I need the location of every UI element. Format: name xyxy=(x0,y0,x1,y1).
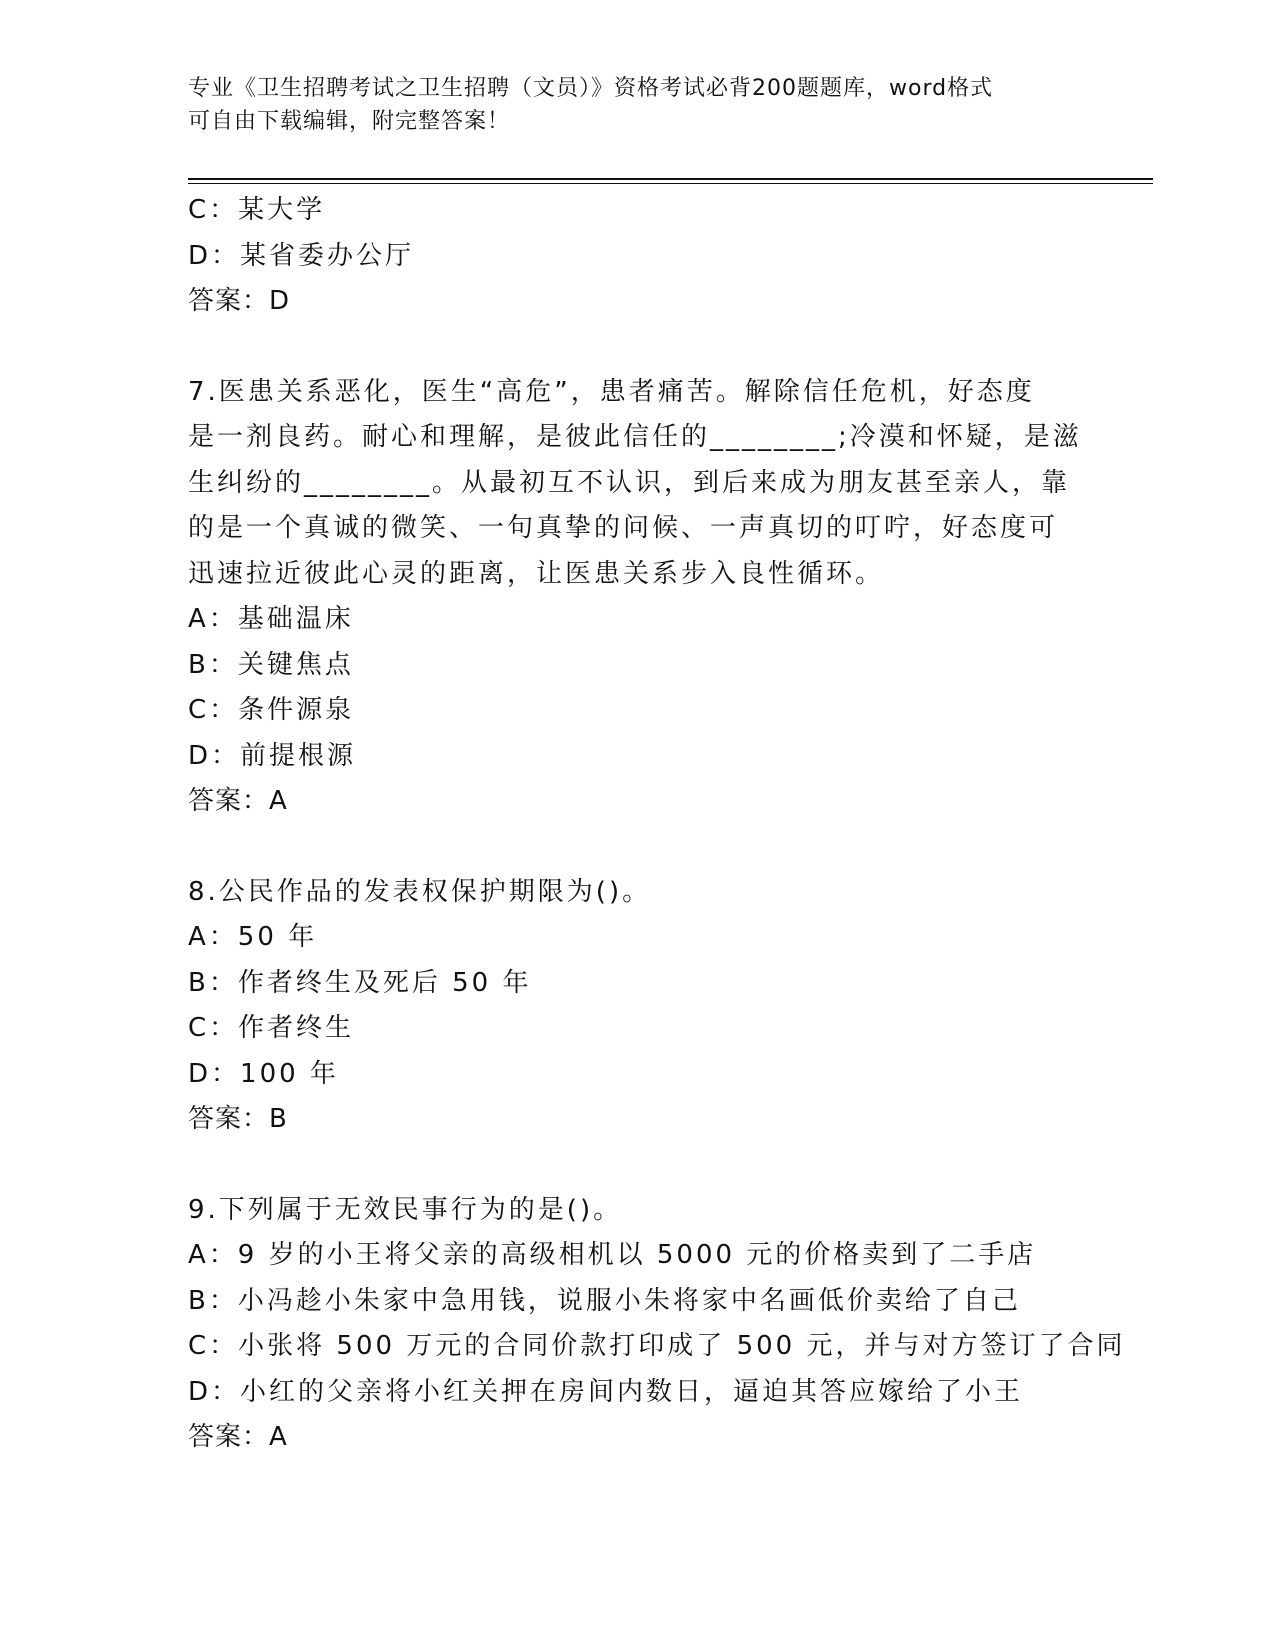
question-spacer xyxy=(188,1143,1088,1188)
answer-line: 答案：A xyxy=(188,786,288,816)
option-b: B：小冯趁小朱家中急用钱，说服小朱将家中名画低价卖给了自己 xyxy=(188,1285,1021,1316)
question-stem-line: 7.医患关系恶化，医生“高危”，患者痛苦。解除信任危机，好态度 xyxy=(188,376,1035,407)
option-c: C：条件源泉 xyxy=(188,695,355,725)
question-7 xyxy=(188,370,1088,825)
question-stem-line: 生纠纷的________。从最初互不认识，到后来成为朋友甚至亲人，靠 xyxy=(188,467,1071,498)
question-9 xyxy=(188,1188,1126,1461)
option-a: A：9 岁的小王将父亲的高级相机以 5000 元的价格卖到了二手店 xyxy=(188,1240,1037,1270)
document-header xyxy=(188,72,1088,138)
question-stem-line: 8.公民作品的发表权保护期限为()。 xyxy=(188,876,652,907)
option-b: B：作者终生及死后 50 年 xyxy=(188,967,532,998)
header-title-line-1: 专业《卫生招聘考试之卫生招聘（文员）》资格考试必背200题题库，word格式 xyxy=(188,76,994,101)
option-d: D：小红的父亲将小红关押在房间内数日，逼迫其答应嫁给了小王 xyxy=(188,1376,1024,1407)
option-a: A：50 年 xyxy=(188,922,318,952)
question-content xyxy=(188,188,1126,1461)
question-spacer xyxy=(188,825,1088,870)
option-c: C：小张将 500 万元的合同价款打印成了 500 元，并与对方签订了合同 xyxy=(188,1331,1126,1361)
option-d: D：100 年 xyxy=(188,1058,339,1089)
question-stem-line: 9.下列属于无效民事行为的是()。 xyxy=(188,1194,623,1225)
option-a: A：基础温床 xyxy=(188,604,354,634)
header-divider-thin xyxy=(188,183,1153,184)
answer-line: 答案：B xyxy=(188,1104,288,1134)
question-8 xyxy=(188,870,1088,1143)
answer-line: 答案：D xyxy=(188,286,291,316)
question-stem-line: 迅速拉近彼此心灵的距离，让医患关系步入良性循环。 xyxy=(188,558,885,589)
header-divider-thick xyxy=(188,178,1153,180)
option-c: C：某大学 xyxy=(188,195,326,225)
option-d: D：前提根源 xyxy=(188,740,357,771)
option-d: D：某省委办公厅 xyxy=(188,240,415,271)
question-stem-line: 的是一个真诚的微笑、一句真挚的问候、一声真切的叮咛，好态度可 xyxy=(188,513,1059,543)
header-title-line-2: 可自由下载编辑，附完整答案！ xyxy=(188,109,511,134)
prev-question-block xyxy=(188,188,1088,325)
question-spacer xyxy=(188,325,1088,370)
option-b: B：关键焦点 xyxy=(188,649,354,680)
question-stem-line: 是一剂良药。耐心和理解，是彼此信任的________;冷漠和怀疑，是滋 xyxy=(188,422,1082,452)
option-c: C：作者终生 xyxy=(188,1013,355,1043)
answer-line: 答案：A xyxy=(188,1422,288,1452)
